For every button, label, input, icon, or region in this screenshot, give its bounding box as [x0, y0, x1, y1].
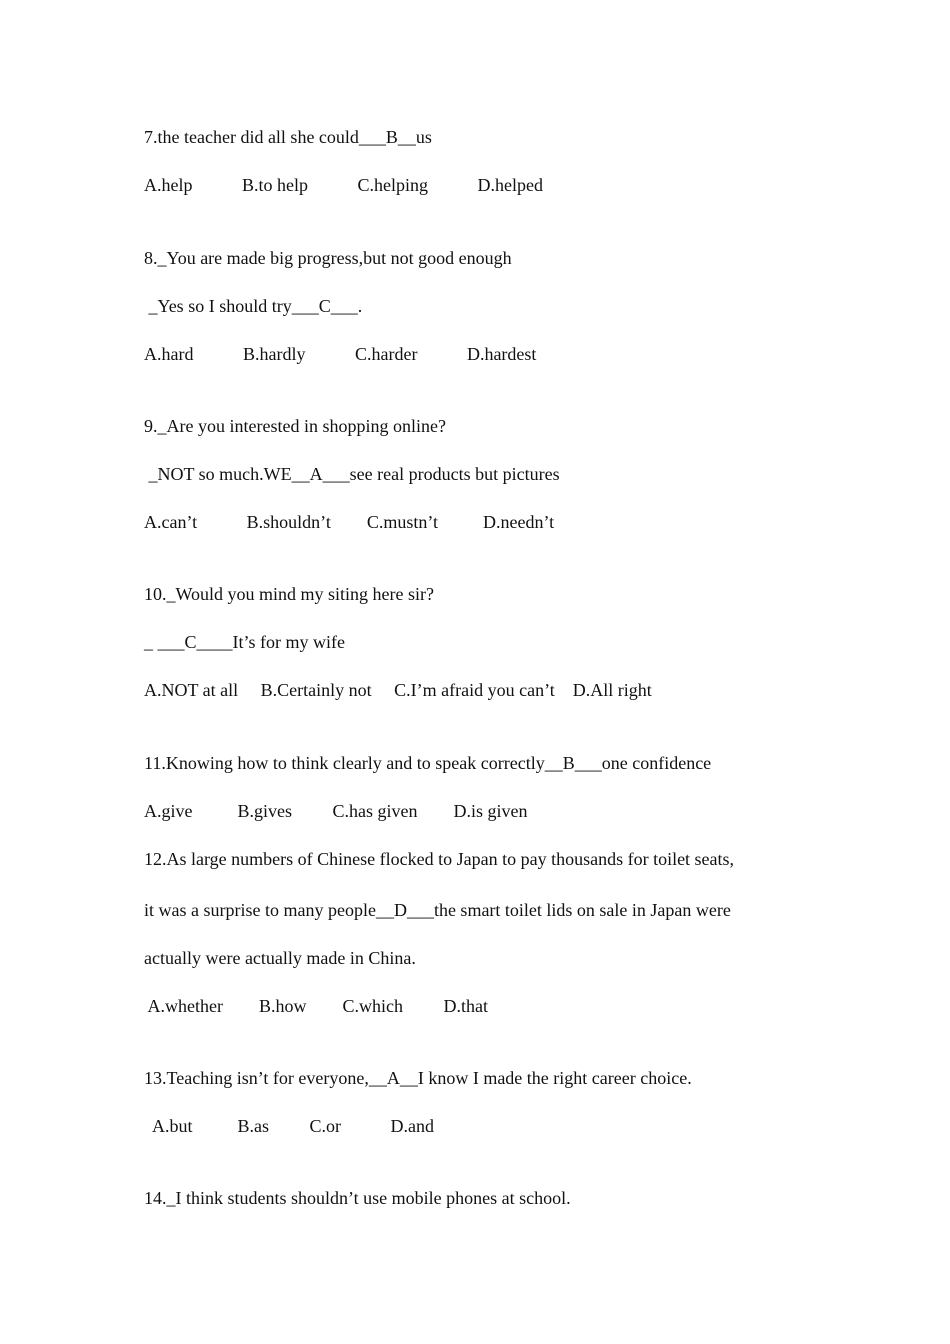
question-7-stem: 7.the teacher did all she could___B__us — [144, 127, 432, 147]
question-10-reply: _ ___C____It’s for my wife — [144, 632, 345, 652]
question-12-options: A.whether B.how C.which D.that — [144, 996, 488, 1016]
question-8-stem: 8._You are made big progress,but not good enough — [144, 248, 512, 268]
question-12-stem-line-2: it was a surprise to many people__D___the smart toilet lids on sale in Japan were — [144, 900, 731, 920]
question-11-stem: 11.Knowing how to think clearly and to speak correctly__B___one confidence — [144, 753, 712, 773]
question-9-reply: _NOT so much.WE__A___see real products but pictures — [144, 464, 560, 484]
question-8-reply: _Yes so I should try___C___. — [144, 296, 363, 316]
question-10-options: A.NOT at all B.Certainly not C.I’m afraid you can’t D.All right — [144, 680, 652, 700]
question-9-options: A.can’t B.shouldn’t C.mustn’t D.needn’t — [144, 512, 555, 532]
question-12-stem-line-1: 12.As large numbers of Chinese flocked to Japan to pay thousands for toilet seats, — [144, 849, 735, 869]
question-11-options: A.give B.gives C.has given D.is given — [144, 801, 528, 821]
question-14-stem: 14._I think students shouldn’t use mobile phones at school. — [144, 1188, 571, 1208]
question-12-stem-line-3: actually were actually made in China. — [144, 948, 416, 968]
question-13-stem: 13.Teaching isn’t for everyone,__A__I know I made the right career choice. — [144, 1068, 692, 1088]
question-7-options: A.help B.to help C.helping D.helped — [144, 175, 543, 195]
question-13-options: A.but B.as C.or D.and — [144, 1116, 434, 1136]
question-9-stem: 9._Are you interested in shopping online? — [144, 416, 446, 436]
question-8-options: A.hard B.hardly C.harder D.hardest — [144, 344, 537, 364]
question-10-stem: 10._Would you mind my siting here sir? — [144, 584, 435, 604]
